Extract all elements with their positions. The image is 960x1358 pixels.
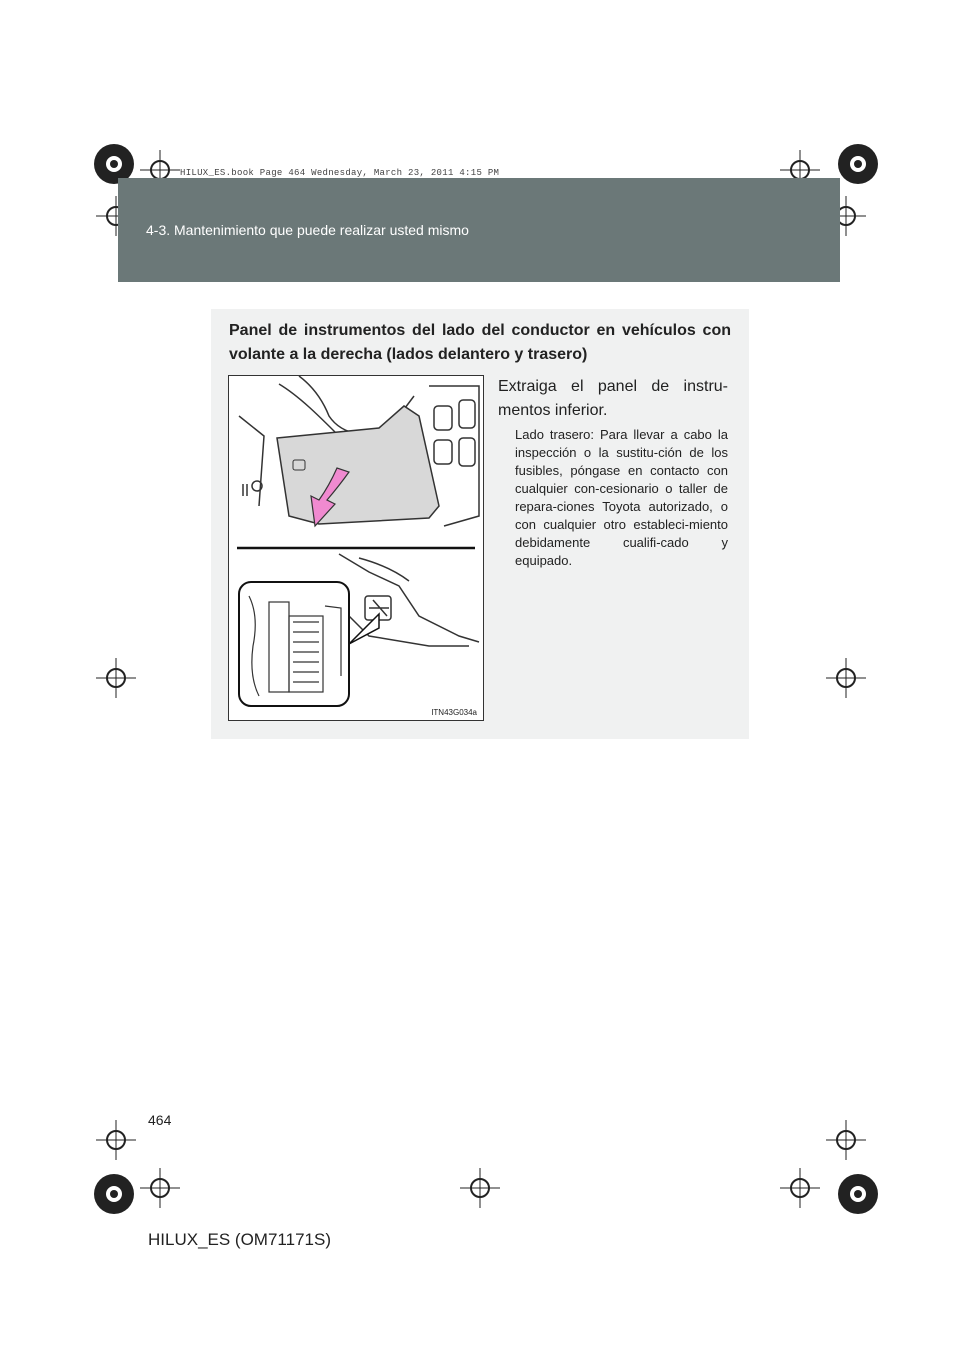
- section-title: 4-3. Mantenimiento que puede realizar usted mismo: [146, 222, 469, 238]
- crosshair-mark-icon: [140, 1168, 180, 1208]
- figure-code: ITN43G034a: [431, 708, 477, 717]
- crosshair-mark-icon: [96, 1120, 136, 1160]
- crosshair-mark-icon: [96, 658, 136, 698]
- crosshair-mark-icon: [780, 1168, 820, 1208]
- rear-side-note: Lado trasero: Para llevar a cabo la inspección o la sustitu-ción de los fusibles, póngase en contacto con cualquier con-cesionario o taller de repara-ciones Toyota autorizado, o con cualquier otro estableci-miento debidamente cualifi-cado y equipado.: [515, 427, 728, 568]
- page-number: 464: [148, 1112, 172, 1128]
- book-stamp: HILUX_ES.book Page 464 Wednesday, March 23, 2011 4:15 PM: [180, 168, 500, 178]
- crosshair-mark-icon: [826, 1120, 866, 1160]
- crosshair-mark-icon: [826, 658, 866, 698]
- illustration-svg: [229, 376, 483, 720]
- header-band: [118, 178, 840, 282]
- registration-mark-bottom-left-icon: [92, 1172, 136, 1216]
- manual-code: HILUX_ES (OM71171S): [148, 1230, 331, 1249]
- registration-mark-bottom-right-icon: [836, 1172, 880, 1216]
- lower-instrument-panel: [277, 406, 439, 524]
- crosshair-mark-icon: [460, 1168, 500, 1208]
- content-panel: [211, 309, 749, 739]
- panel-heading: Panel de instrumentos del lado del conductor en vehículos con volante a la derecha (lados delantero y trasero): [229, 322, 731, 363]
- step-instruction: Extraiga el panel de instru-mentos inferior.: [498, 378, 728, 419]
- fuse-panel-illustration: [228, 375, 484, 721]
- registration-mark-top-right-icon: [836, 142, 880, 186]
